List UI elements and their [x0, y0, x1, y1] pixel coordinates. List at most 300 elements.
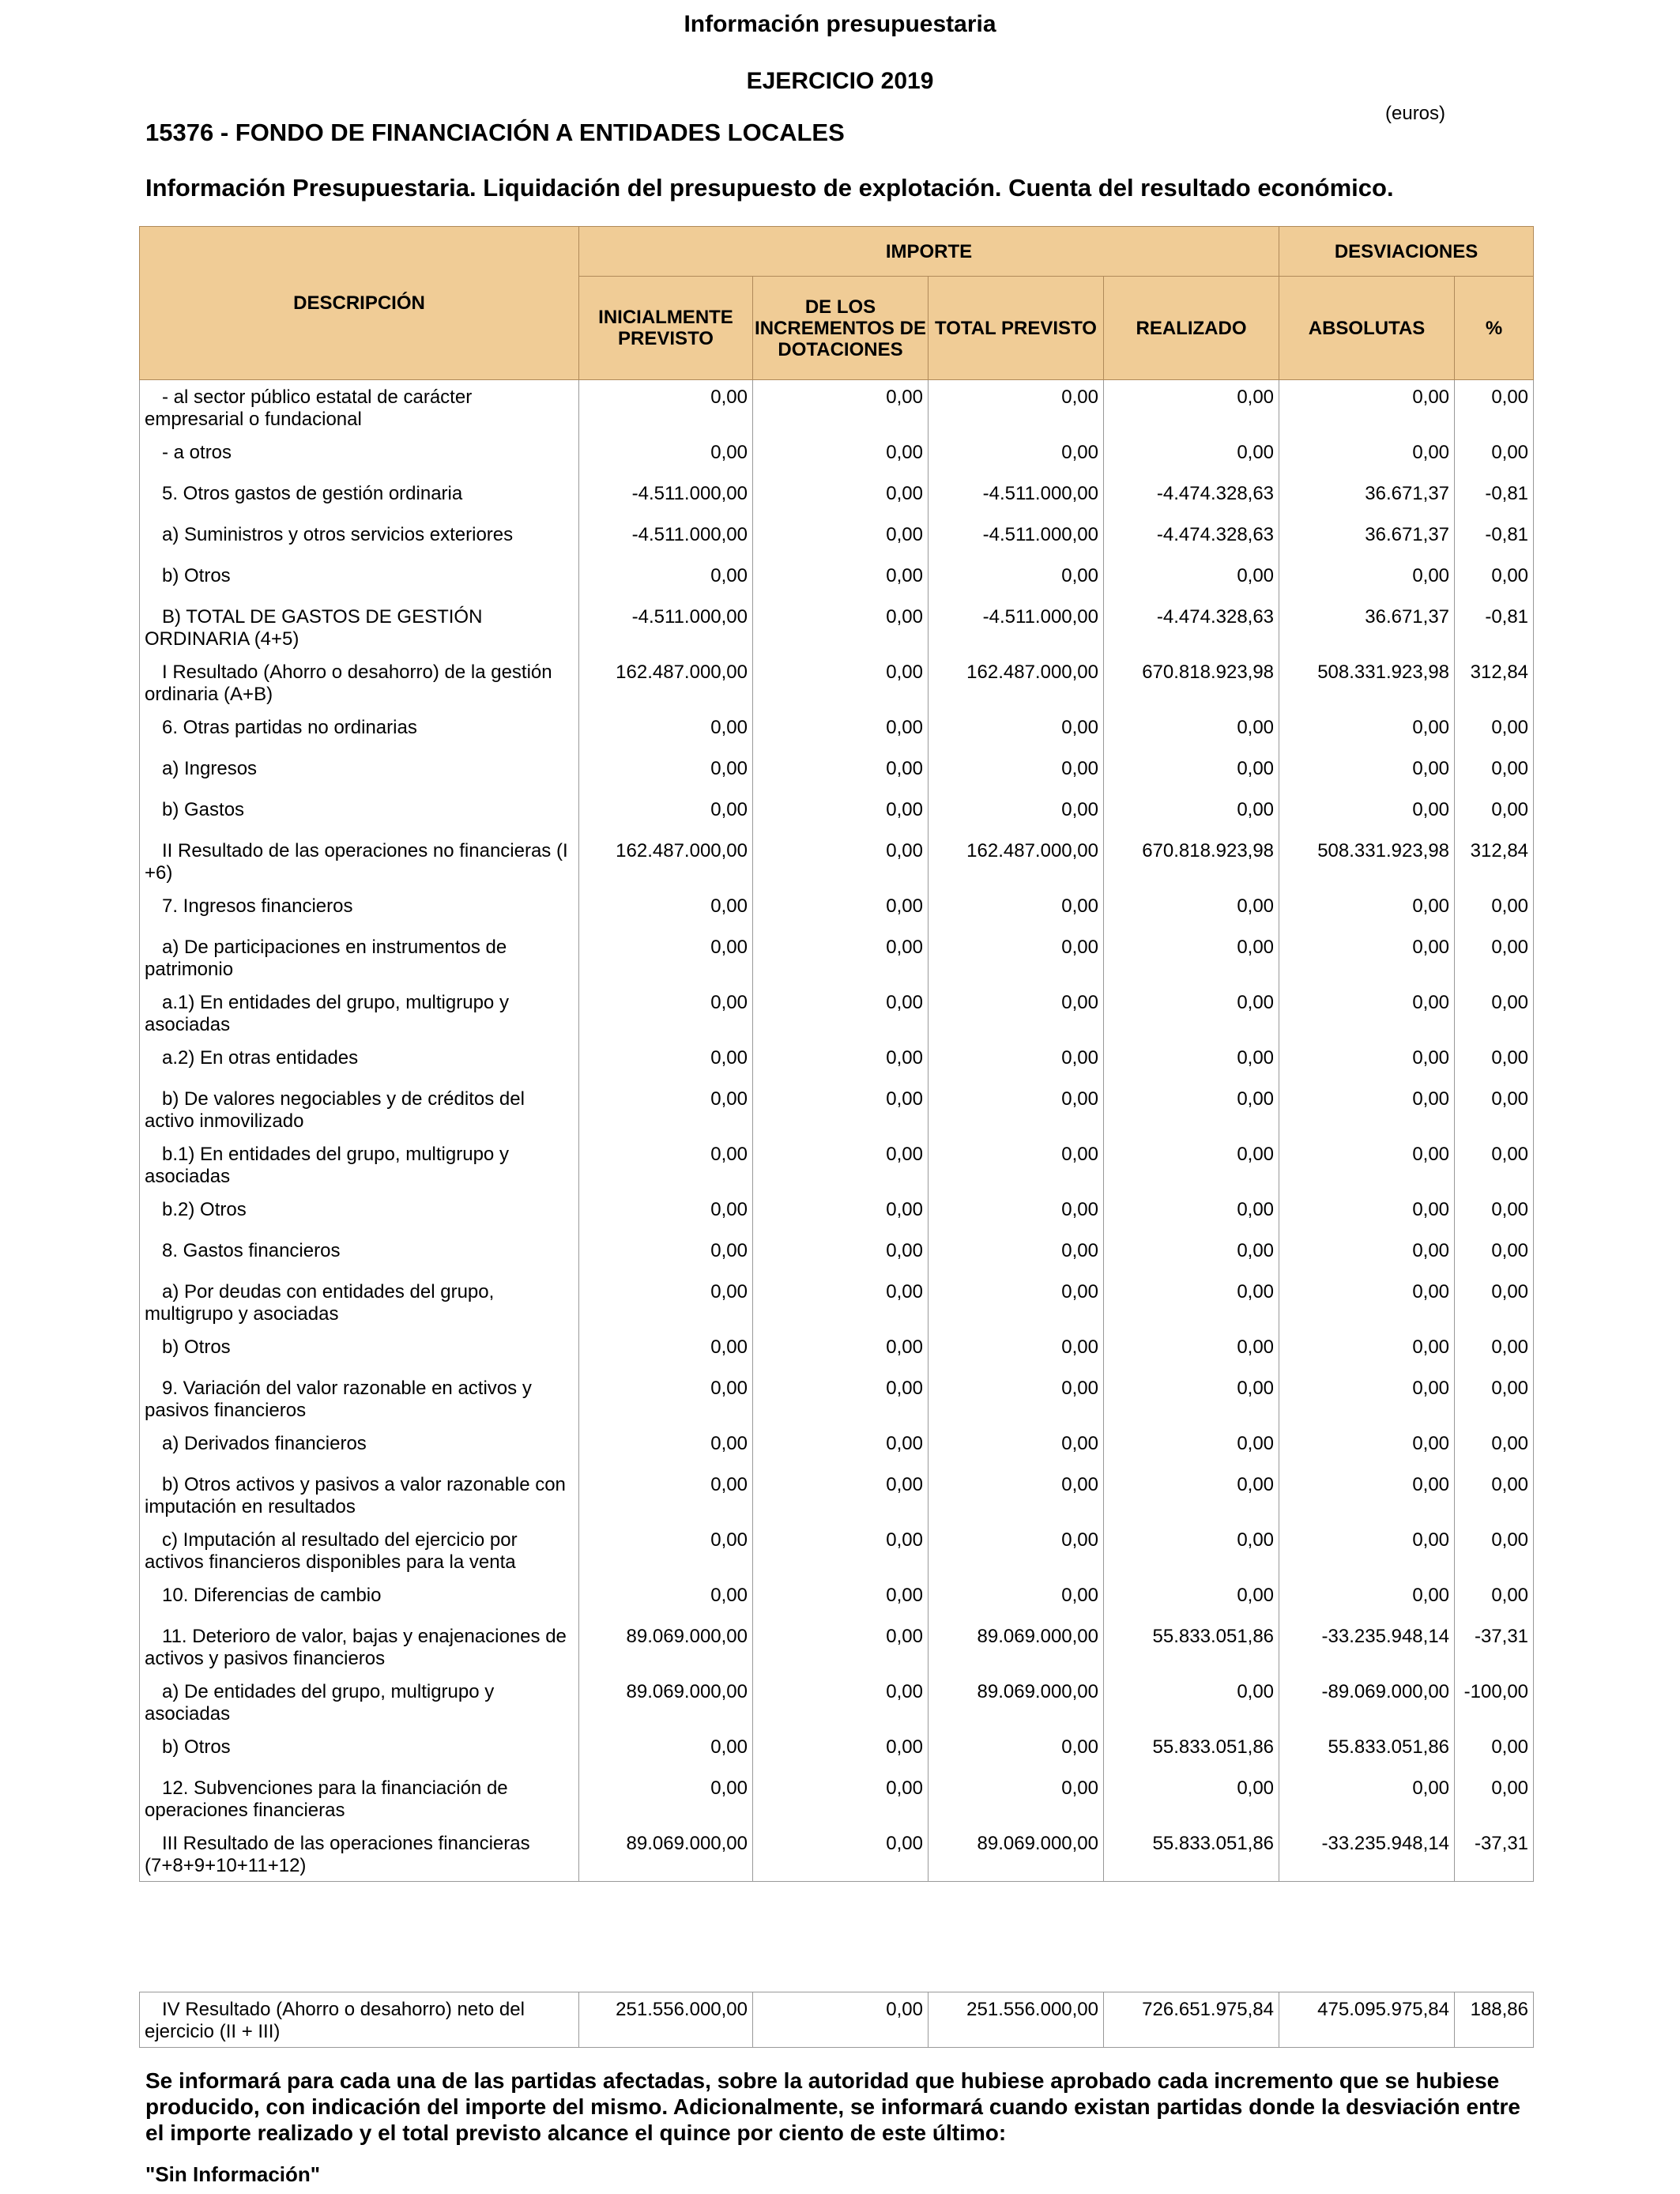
row-description-text: 7. Ingresos financieros [162, 895, 353, 917]
table-row [140, 1041, 1534, 1082]
row-inc: 0,00 [753, 889, 929, 930]
row-abs: 36.671,37 [1279, 600, 1455, 655]
row-pct: 0,00 [1455, 930, 1534, 986]
row-abs: 0,00 [1279, 1468, 1455, 1523]
row-tot: 0,00 [929, 1137, 1104, 1193]
row-inc: 0,00 [753, 1427, 929, 1468]
row-description [140, 1826, 579, 1882]
col-total-previsto: TOTAL PREVISTO [929, 277, 1104, 380]
row-pct: 0,00 [1455, 711, 1534, 752]
row-pct: 0,00 [1455, 1137, 1534, 1193]
row-real: 0,00 [1104, 1468, 1279, 1523]
row-real: 0,00 [1104, 752, 1279, 793]
row-ini: 0,00 [579, 380, 753, 435]
row-ini: 162.487.000,00 [579, 655, 753, 711]
row-tot: -4.511.000,00 [929, 600, 1104, 655]
table-row [140, 435, 1534, 477]
row-ini: 0,00 [579, 752, 753, 793]
row-tot: 89.069.000,00 [929, 1675, 1104, 1730]
row-abs: 0,00 [1279, 711, 1455, 752]
row-ini: 0,00 [579, 559, 753, 600]
row-real: 0,00 [1104, 711, 1279, 752]
row-inc: 0,00 [753, 1675, 929, 1730]
row-inc: 0,00 [753, 559, 929, 600]
row-description [140, 380, 579, 435]
table-row [140, 711, 1534, 752]
row-description [140, 1730, 579, 1771]
table-row [140, 1193, 1534, 1234]
row-tot: 0,00 [929, 1468, 1104, 1523]
total-desc-text: IV Resultado (Ahorro o desahorro) neto del ejercicio (II + III) [145, 1999, 525, 2042]
row-real: -4.474.328,63 [1104, 518, 1279, 559]
fiscal-year: EJERCICIO 2019 [746, 68, 934, 94]
row-description [140, 518, 579, 559]
row-tot: -4.511.000,00 [929, 518, 1104, 559]
row-description [140, 986, 579, 1041]
row-description-text: a) De entidades del grupo, multigrupo y asociadas [145, 1680, 495, 1725]
row-pct: 0,00 [1455, 559, 1534, 600]
row-inc: 0,00 [753, 1468, 929, 1523]
row-inc: 0,00 [753, 435, 929, 477]
row-description [140, 1619, 579, 1675]
row-tot: 89.069.000,00 [929, 1826, 1104, 1882]
row-description [140, 1427, 579, 1468]
row-real: 0,00 [1104, 1137, 1279, 1193]
row-inc: 0,00 [753, 1371, 929, 1427]
row-ini: -4.511.000,00 [579, 600, 753, 655]
row-real: 0,00 [1104, 1427, 1279, 1468]
row-abs: 0,00 [1279, 986, 1455, 1041]
total-pct: 188,86 [1455, 1992, 1534, 2048]
row-abs: 0,00 [1279, 1330, 1455, 1371]
table-row [140, 1523, 1534, 1578]
row-inc: 0,00 [753, 1730, 929, 1771]
row-inc: 0,00 [753, 1234, 929, 1275]
row-inc: 0,00 [753, 752, 929, 793]
row-real: 0,00 [1104, 1578, 1279, 1619]
total-row [140, 1992, 1534, 2048]
row-inc: 0,00 [753, 1619, 929, 1675]
row-ini: 0,00 [579, 1730, 753, 1771]
row-abs: 0,00 [1279, 1427, 1455, 1468]
row-pct: 312,84 [1455, 834, 1534, 889]
row-ini: 0,00 [579, 1427, 753, 1468]
row-real: 0,00 [1104, 1041, 1279, 1082]
row-description [140, 600, 579, 655]
row-description [140, 1193, 579, 1234]
row-abs: 0,00 [1279, 1137, 1455, 1193]
row-pct: 0,00 [1455, 380, 1534, 435]
row-inc: 0,00 [753, 477, 929, 518]
table-row [140, 1675, 1534, 1730]
total-row-table [139, 1992, 1534, 2048]
row-pct: -0,81 [1455, 600, 1534, 655]
total-inc: 0,00 [753, 1992, 929, 2048]
row-real: 55.833.051,86 [1104, 1730, 1279, 1771]
row-ini: 0,00 [579, 889, 753, 930]
row-real: 670.818.923,98 [1104, 834, 1279, 889]
row-inc: 0,00 [753, 1193, 929, 1234]
row-ini: 0,00 [579, 1468, 753, 1523]
row-inc: 0,00 [753, 1523, 929, 1578]
table-row [140, 1578, 1534, 1619]
row-tot: 162.487.000,00 [929, 655, 1104, 711]
table-row [140, 655, 1534, 711]
row-description-text: a) Por deudas con entidades del grupo, multigrupo y asociadas [145, 1280, 495, 1325]
row-pct: 0,00 [1455, 1193, 1534, 1234]
row-description-text: b.2) Otros [162, 1198, 247, 1220]
row-inc: 0,00 [753, 518, 929, 559]
row-real: 0,00 [1104, 889, 1279, 930]
row-pct: 0,00 [1455, 1371, 1534, 1427]
table-row [140, 1427, 1534, 1468]
row-pct: 312,84 [1455, 655, 1534, 711]
row-tot: 0,00 [929, 930, 1104, 986]
row-pct: 0,00 [1455, 1771, 1534, 1826]
row-description-text: 5. Otros gastos de gestión ordinaria [162, 482, 463, 504]
row-ini: 0,00 [579, 1578, 753, 1619]
row-tot: 0,00 [929, 1523, 1104, 1578]
entity-name: 15376 - FONDO DE FINANCIACIÓN A ENTIDADES LOCALES [145, 119, 845, 146]
group-desviaciones: DESVIACIONES [1279, 227, 1534, 277]
row-abs: 0,00 [1279, 752, 1455, 793]
row-abs: 0,00 [1279, 435, 1455, 477]
row-real: 0,00 [1104, 1523, 1279, 1578]
total-ini: 251.556.000,00 [579, 1992, 753, 2048]
row-description [140, 930, 579, 986]
row-tot: 0,00 [929, 1371, 1104, 1427]
row-description [140, 1675, 579, 1730]
table-row [140, 1371, 1534, 1427]
row-description [140, 1468, 579, 1523]
row-abs: 0,00 [1279, 793, 1455, 834]
row-tot: 0,00 [929, 1234, 1104, 1275]
row-ini: 0,00 [579, 1137, 753, 1193]
row-abs: 0,00 [1279, 1193, 1455, 1234]
row-description-text: b) De valores negociables y de créditos del activo inmovilizado [145, 1088, 525, 1132]
row-real: 0,00 [1104, 435, 1279, 477]
row-abs: 36.671,37 [1279, 518, 1455, 559]
row-tot: 0,00 [929, 380, 1104, 435]
row-ini: 0,00 [579, 1193, 753, 1234]
row-ini: 0,00 [579, 986, 753, 1041]
row-description-text: 9. Variación del valor razonable en activos y pasivos financieros [145, 1377, 532, 1421]
row-tot: 0,00 [929, 1578, 1104, 1619]
row-real: 0,00 [1104, 1275, 1279, 1330]
row-abs: 0,00 [1279, 1082, 1455, 1137]
row-description-text: a.1) En entidades del grupo, multigrupo y asociadas [145, 991, 509, 1035]
row-inc: 0,00 [753, 1041, 929, 1082]
row-tot: 0,00 [929, 1275, 1104, 1330]
row-real: 670.818.923,98 [1104, 655, 1279, 711]
footer-note: Se informará para cada una de las partidas afectadas, sobre la autoridad que hubiese aprobado cada incremento que se hubiese producido, con indicación del importe del mismo. Adicionalmente, se informará cuando existan partidas donde la desviación entre el importe realizado y el total previsto alcance el quince por ciento de este último: [145, 2068, 1521, 2145]
col-absolutas: ABSOLUTAS [1279, 277, 1455, 380]
row-abs: -33.235.948,14 [1279, 1826, 1455, 1882]
row-description-text: a.2) En otras entidades [162, 1046, 359, 1069]
row-description-text: - a otros [162, 441, 232, 463]
row-pct: 0,00 [1455, 1730, 1534, 1771]
row-ini: 0,00 [579, 930, 753, 986]
total-real: 726.651.975,84 [1104, 1992, 1279, 2048]
row-description [140, 1041, 579, 1082]
row-ini: 0,00 [579, 1771, 753, 1826]
row-description [140, 1275, 579, 1330]
row-pct: -37,31 [1455, 1826, 1534, 1882]
row-description-text: a) Ingresos [162, 757, 258, 779]
row-description-text: c) Imputación al resultado del ejercicio por activos financieros disponibles para la venta [145, 1529, 518, 1573]
row-pct: -37,31 [1455, 1619, 1534, 1675]
row-description [140, 889, 579, 930]
row-tot: 0,00 [929, 1330, 1104, 1371]
total-desc [140, 1992, 579, 2048]
row-pct: 0,00 [1455, 793, 1534, 834]
table-row [140, 1330, 1534, 1371]
row-description-text: b) Gastos [162, 798, 245, 820]
table-row [140, 1082, 1534, 1137]
page-title: Información presupuestaria [684, 11, 996, 37]
total-abs: 475.095.975,84 [1279, 1992, 1455, 2048]
row-description-text: 6. Otras partidas no ordinarias [162, 716, 417, 738]
budget-table [139, 226, 1534, 1882]
row-tot: 0,00 [929, 889, 1104, 930]
row-tot: 0,00 [929, 1041, 1104, 1082]
row-inc: 0,00 [753, 711, 929, 752]
table-row [140, 477, 1534, 518]
table-row [140, 834, 1534, 889]
row-real: 0,00 [1104, 1330, 1279, 1371]
row-description [140, 711, 579, 752]
row-abs: 0,00 [1279, 1234, 1455, 1275]
row-pct: 0,00 [1455, 435, 1534, 477]
col-porcentaje: % [1455, 277, 1534, 380]
row-tot: 0,00 [929, 1427, 1104, 1468]
col-inicialmente-previsto: INICIALMENTE PREVISTO [579, 277, 753, 380]
row-inc: 0,00 [753, 793, 929, 834]
row-ini: 0,00 [579, 1275, 753, 1330]
row-description [140, 1523, 579, 1578]
table-row [140, 1771, 1534, 1826]
row-ini: 89.069.000,00 [579, 1675, 753, 1730]
row-description [140, 1082, 579, 1137]
row-inc: 0,00 [753, 1082, 929, 1137]
row-description [140, 1371, 579, 1427]
row-real: 55.833.051,86 [1104, 1826, 1279, 1882]
row-inc: 0,00 [753, 1826, 929, 1882]
col-descripcion: DESCRIPCIÓN [140, 227, 579, 380]
table-row [140, 559, 1534, 600]
row-pct: 0,00 [1455, 1427, 1534, 1468]
row-ini: 0,00 [579, 1371, 753, 1427]
table-row [140, 1275, 1534, 1330]
row-tot: -4.511.000,00 [929, 477, 1104, 518]
row-ini: 0,00 [579, 1041, 753, 1082]
row-real: 0,00 [1104, 1082, 1279, 1137]
row-inc: 0,00 [753, 986, 929, 1041]
row-abs: 0,00 [1279, 380, 1455, 435]
row-inc: 0,00 [753, 1137, 929, 1193]
row-description [140, 1330, 579, 1371]
row-description-text: b) Otros [162, 1336, 231, 1358]
row-inc: 0,00 [753, 1330, 929, 1371]
row-abs: 0,00 [1279, 1578, 1455, 1619]
row-description [140, 559, 579, 600]
row-real: 0,00 [1104, 1771, 1279, 1826]
row-pct: 0,00 [1455, 1041, 1534, 1082]
row-inc: 0,00 [753, 1275, 929, 1330]
row-real: 0,00 [1104, 1371, 1279, 1427]
row-pct: 0,00 [1455, 1275, 1534, 1330]
table-row [140, 752, 1534, 793]
row-description [140, 477, 579, 518]
row-tot: 0,00 [929, 1082, 1104, 1137]
row-pct: 0,00 [1455, 1330, 1534, 1371]
row-ini: 0,00 [579, 1523, 753, 1578]
row-pct: 0,00 [1455, 986, 1534, 1041]
row-description [140, 1771, 579, 1826]
row-inc: 0,00 [753, 1771, 929, 1826]
row-inc: 0,00 [753, 1578, 929, 1619]
row-description-text: b) Otros [162, 564, 231, 586]
row-abs: 0,00 [1279, 1771, 1455, 1826]
row-pct: -100,00 [1455, 1675, 1534, 1730]
row-pct: 0,00 [1455, 752, 1534, 793]
row-abs: 508.331.923,98 [1279, 834, 1455, 889]
row-ini: 0,00 [579, 711, 753, 752]
table-row [140, 889, 1534, 930]
col-realizado: REALIZADO [1104, 277, 1279, 380]
table-row [140, 518, 1534, 559]
row-real: 0,00 [1104, 986, 1279, 1041]
row-abs: -33.235.948,14 [1279, 1619, 1455, 1675]
row-description [140, 435, 579, 477]
row-tot: 0,00 [929, 1730, 1104, 1771]
table-row [140, 600, 1534, 655]
row-description-text: B) TOTAL DE GASTOS DE GESTIÓN ORDINARIA (4+5) [145, 605, 483, 650]
report-subtitle: Información Presupuestaria. Liquidación del presupuesto de explotación. Cuenta del resultado económico. [145, 174, 1394, 202]
row-ini: 89.069.000,00 [579, 1619, 753, 1675]
row-description [140, 834, 579, 889]
row-description [140, 1137, 579, 1193]
row-tot: 162.487.000,00 [929, 834, 1104, 889]
row-pct: 0,00 [1455, 1234, 1534, 1275]
row-inc: 0,00 [753, 930, 929, 986]
row-description [140, 655, 579, 711]
row-real: 0,00 [1104, 1234, 1279, 1275]
row-description [140, 793, 579, 834]
row-description-text: 11. Deterioro de valor, bajas y enajenaciones de activos y pasivos financieros [145, 1625, 567, 1669]
row-real: 0,00 [1104, 1193, 1279, 1234]
row-description-text: II Resultado de las operaciones no financieras (I +6) [145, 839, 568, 884]
row-tot: 0,00 [929, 1193, 1104, 1234]
row-description [140, 1578, 579, 1619]
row-ini: 89.069.000,00 [579, 1826, 753, 1882]
table-row [140, 1137, 1534, 1193]
row-description-text: 8. Gastos financieros [162, 1239, 341, 1261]
row-abs: 0,00 [1279, 1371, 1455, 1427]
row-ini: -4.511.000,00 [579, 477, 753, 518]
row-description-text: 12. Subvenciones para la financiación de operaciones financieras [145, 1777, 508, 1821]
row-pct: 0,00 [1455, 1523, 1534, 1578]
row-real: 0,00 [1104, 1675, 1279, 1730]
table-row [140, 986, 1534, 1041]
row-description-text: a) De participaciones en instrumentos de patrimonio [145, 936, 507, 980]
row-description [140, 1234, 579, 1275]
row-abs: 55.833.051,86 [1279, 1730, 1455, 1771]
row-real: 0,00 [1104, 380, 1279, 435]
table-row [140, 1730, 1534, 1771]
row-ini: 162.487.000,00 [579, 834, 753, 889]
table-row [140, 1826, 1534, 1882]
row-ini: -4.511.000,00 [579, 518, 753, 559]
no-info-text: "Sin Información" [145, 2162, 321, 2186]
row-tot: 0,00 [929, 986, 1104, 1041]
row-inc: 0,00 [753, 380, 929, 435]
row-pct: 0,00 [1455, 1578, 1534, 1619]
row-abs: -89.069.000,00 [1279, 1675, 1455, 1730]
row-inc: 0,00 [753, 834, 929, 889]
row-pct: -0,81 [1455, 518, 1534, 559]
row-abs: 0,00 [1279, 930, 1455, 986]
row-description-text: 10. Diferencias de cambio [162, 1584, 382, 1606]
row-abs: 0,00 [1279, 1041, 1455, 1082]
row-real: -4.474.328,63 [1104, 600, 1279, 655]
row-description-text: I Resultado (Ahorro o desahorro) de la gestión ordinaria (A+B) [145, 661, 552, 705]
table-row [140, 930, 1534, 986]
row-real: 0,00 [1104, 559, 1279, 600]
row-tot: 0,00 [929, 711, 1104, 752]
row-pct: 0,00 [1455, 1082, 1534, 1137]
row-description [140, 752, 579, 793]
row-tot: 89.069.000,00 [929, 1619, 1104, 1675]
row-description-text: a) Suministros y otros servicios exteriores [162, 523, 514, 545]
row-abs: 0,00 [1279, 1275, 1455, 1330]
row-tot: 0,00 [929, 1771, 1104, 1826]
table-row [140, 1468, 1534, 1523]
table-row [140, 793, 1534, 834]
row-tot: 0,00 [929, 793, 1104, 834]
row-tot: 0,00 [929, 435, 1104, 477]
row-description-text: b) Otros activos y pasivos a valor razonable con imputación en resultados [145, 1473, 566, 1517]
group-importe: IMPORTE [579, 227, 1279, 277]
currency-unit: (euros) [1385, 103, 1446, 124]
row-description-text: a) Derivados financieros [162, 1432, 367, 1454]
row-inc: 0,00 [753, 655, 929, 711]
row-ini: 0,00 [579, 1234, 753, 1275]
row-description-text: III Resultado de las operaciones financieras (7+8+9+10+11+12) [145, 1832, 530, 1876]
row-tot: 0,00 [929, 752, 1104, 793]
row-real: 0,00 [1104, 930, 1279, 986]
table-row [140, 1234, 1534, 1275]
row-tot: 0,00 [929, 559, 1104, 600]
row-description-text: b) Otros [162, 1736, 231, 1758]
row-real: -4.474.328,63 [1104, 477, 1279, 518]
row-description-text: - al sector público estatal de carácter empresarial o fundacional [145, 386, 473, 430]
row-abs: 0,00 [1279, 559, 1455, 600]
col-incrementos: DE LOS INCREMENTOS DE DOTACIONES [753, 277, 929, 380]
row-abs: 0,00 [1279, 889, 1455, 930]
row-pct: 0,00 [1455, 889, 1534, 930]
table-row [140, 1619, 1534, 1675]
row-ini: 0,00 [579, 1082, 753, 1137]
row-ini: 0,00 [579, 793, 753, 834]
row-description-text: b.1) En entidades del grupo, multigrupo y asociadas [145, 1143, 509, 1187]
row-abs: 36.671,37 [1279, 477, 1455, 518]
row-real: 0,00 [1104, 793, 1279, 834]
row-abs: 508.331.923,98 [1279, 655, 1455, 711]
total-tot: 251.556.000,00 [929, 1992, 1104, 2048]
row-ini: 0,00 [579, 435, 753, 477]
row-abs: 0,00 [1279, 1523, 1455, 1578]
